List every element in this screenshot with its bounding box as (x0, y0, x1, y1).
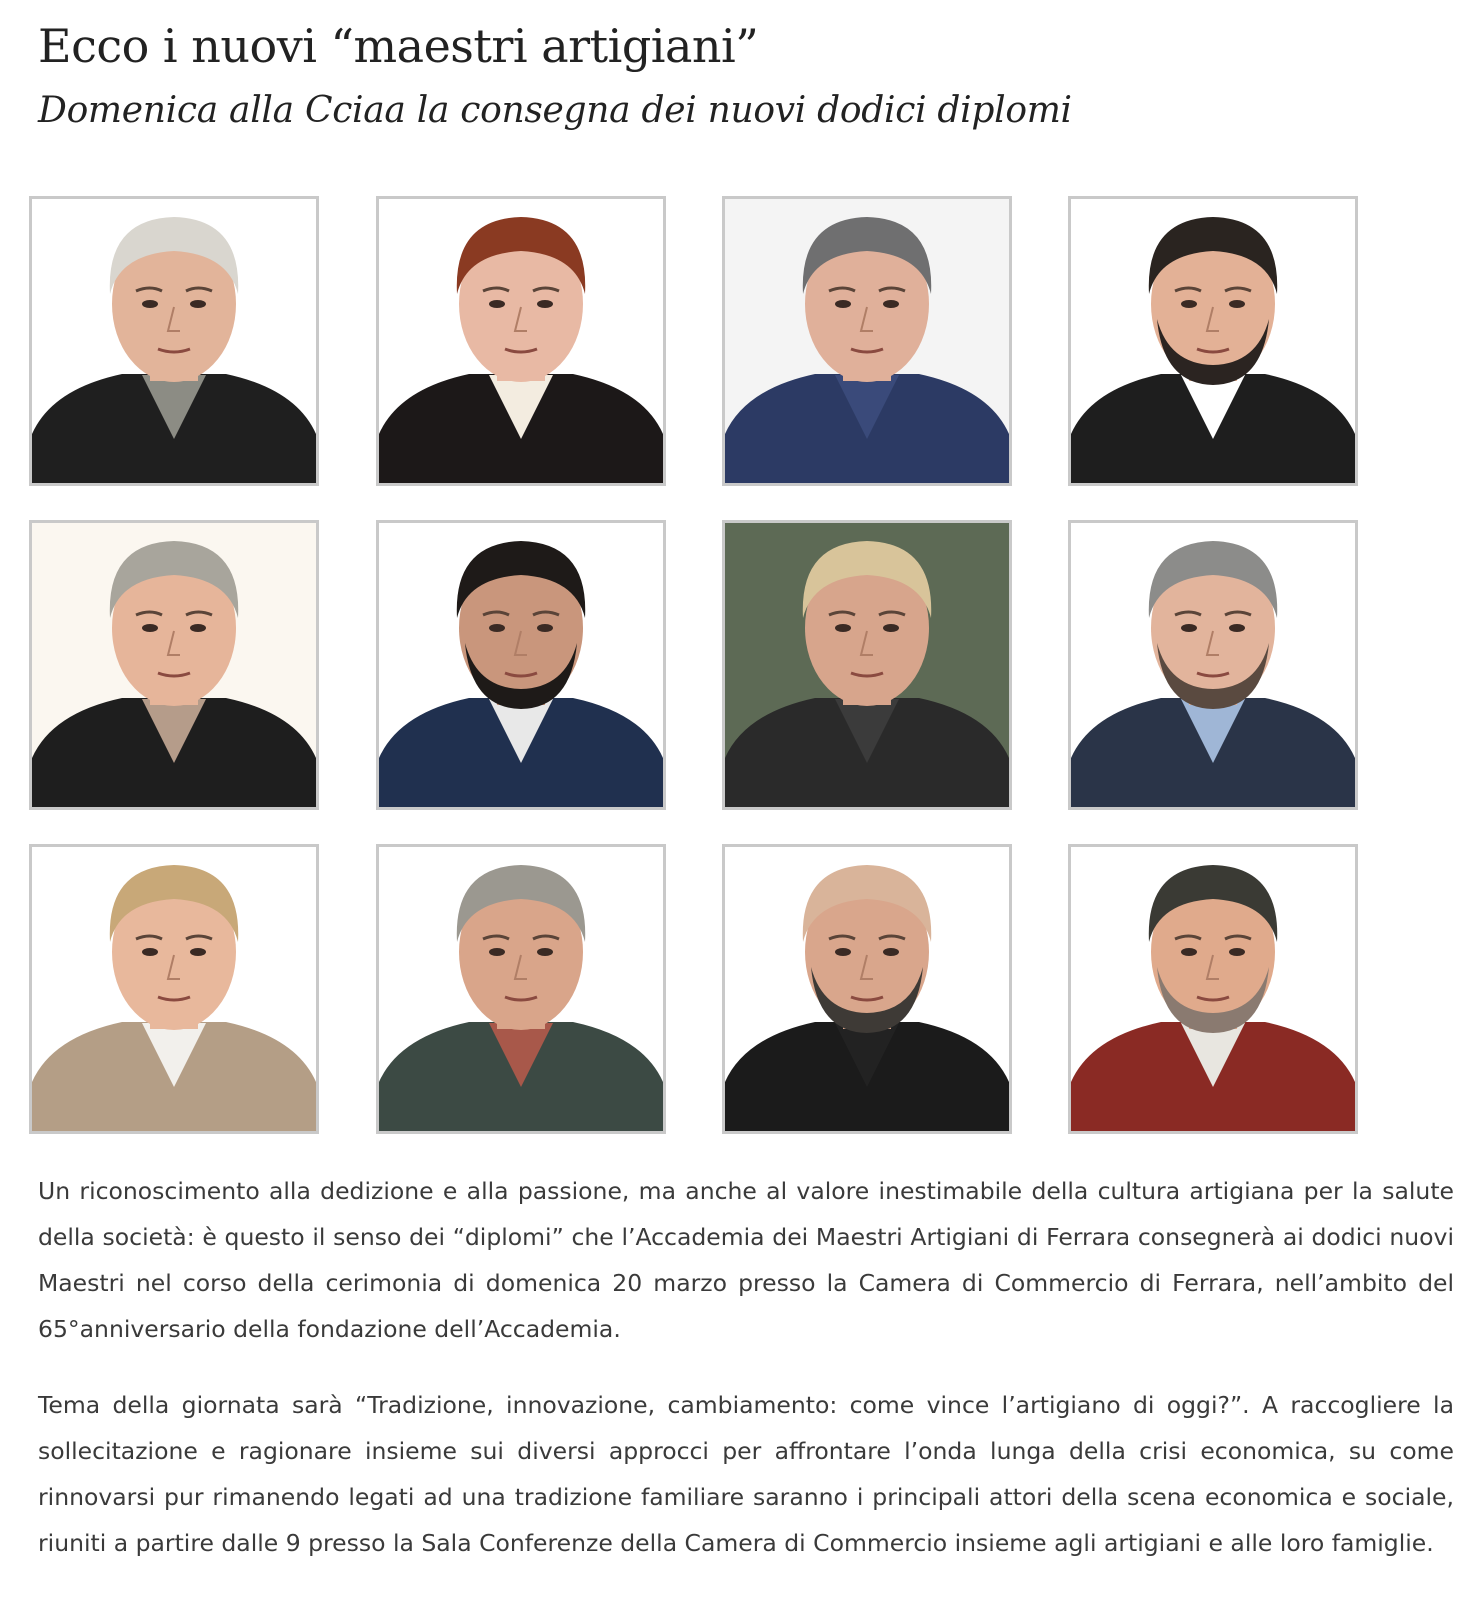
portrait-photo-3 (722, 196, 1012, 486)
left-eye (489, 948, 505, 956)
article-body (38, 1168, 1454, 1596)
portrait-grid (29, 196, 1375, 1150)
article-paragraph-2: Tema della giornata sarà “Tradizione, innovazione, cambiamento: come vince l’artigiano di oggi?”. A raccogliere la sollecitazione e ragionare insieme sui diversi approcci per affrontare l’onda lunga della crisi economica, su come rinnovarsi pur rimanendo legati ad una tradizione familiare saranno i principali attori della scena economica e sociale, riuniti a partire dalle 9 presso la Sala Conferenze della Camera di Commercio insieme agli artigiani e alle loro famiglie. (38, 1391, 1454, 1557)
right-eye (1229, 300, 1245, 308)
portrait-photo-12 (1068, 844, 1358, 1134)
portrait-photo-11 (722, 844, 1012, 1134)
left-eye (489, 624, 505, 632)
left-eye (142, 624, 158, 632)
left-eye (142, 948, 158, 956)
portrait-image (1071, 199, 1355, 483)
portrait-image (379, 199, 663, 483)
right-eye (1229, 624, 1245, 632)
portrait-image (379, 847, 663, 1131)
portrait-image (1071, 523, 1355, 807)
portrait-image (725, 199, 1009, 483)
portrait-photo-4 (1068, 196, 1358, 486)
right-eye (883, 948, 899, 956)
portrait-photo-2 (376, 196, 666, 486)
right-eye (537, 300, 553, 308)
portrait-image (725, 523, 1009, 807)
portrait-image (32, 847, 316, 1131)
right-eye (190, 624, 206, 632)
portrait-photo-7 (722, 520, 1012, 810)
portrait-photo-1 (29, 196, 319, 486)
right-eye (190, 948, 206, 956)
portrait-image (32, 199, 316, 483)
left-eye (1181, 300, 1197, 308)
portrait-image (725, 847, 1009, 1131)
right-eye (1229, 948, 1245, 956)
right-eye (883, 624, 899, 632)
portrait-image (1071, 847, 1355, 1131)
portrait-photo-9 (29, 844, 319, 1134)
left-eye (489, 300, 505, 308)
right-eye (190, 300, 206, 308)
portrait-image (32, 523, 316, 807)
article-subtitle: Domenica alla Cciaa la consegna dei nuovi dodici diplomi (38, 90, 1072, 131)
left-eye (835, 948, 851, 956)
portrait-photo-10 (376, 844, 666, 1134)
portrait-photo-8 (1068, 520, 1358, 810)
right-eye (883, 300, 899, 308)
portrait-photo-5 (29, 520, 319, 810)
article-title: Ecco i nuovi “maestri artigiani” (38, 19, 759, 73)
left-eye (835, 624, 851, 632)
portrait-photo-6 (376, 520, 666, 810)
right-eye (537, 948, 553, 956)
article-header (38, 0, 1454, 134)
left-eye (1181, 624, 1197, 632)
right-eye (537, 624, 553, 632)
portrait-image (379, 523, 663, 807)
left-eye (142, 300, 158, 308)
article-paragraph-1: Un riconoscimento alla dedizione e alla passione, ma anche al valore inestimabile della cultura artigiana per la salute della società: è questo il senso dei “diplomi” che l’Accademia dei Maestri Artigiani di Ferrara consegnerà ai dodici nuovi Maestri nel corso della cerimonia di domenica 20 marzo presso la Camera di Commercio di Ferrara, nell’ambito del 65°anniversario della fondazione dell’Accademia. (38, 1177, 1454, 1343)
left-eye (835, 300, 851, 308)
left-eye (1181, 948, 1197, 956)
